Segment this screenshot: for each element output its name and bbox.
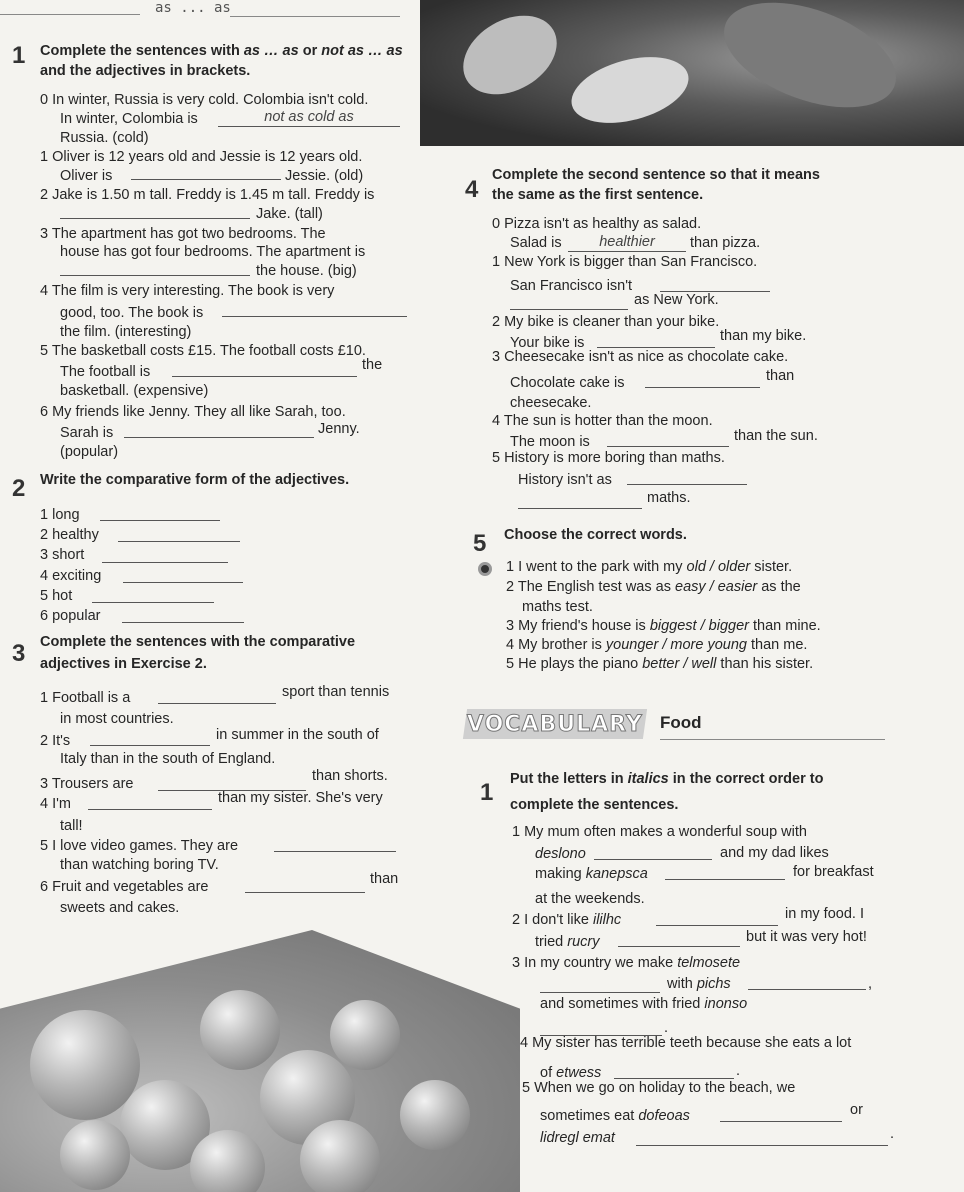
ex2-title: Write the comparative form of the adjectives. xyxy=(40,472,350,488)
ex4-item-2-prefix: Your bike is xyxy=(510,335,585,351)
ex1-title: Complete the sentences with as … as or not as … as xyxy=(40,43,403,59)
ex2-number: 2 xyxy=(12,475,26,502)
ex1-item-1-question: 1 Oliver is 12 years old and Jessie is 12 years old. xyxy=(40,149,363,165)
ex4-item-5-prefix: History isn't as xyxy=(518,472,612,488)
ex3-item-2-blank[interactable] xyxy=(90,734,210,746)
vocab-item-5-line2: sometimes eat dofeoas xyxy=(540,1108,690,1124)
ex4-item-3-question: 3 Cheesecake isn't as nice as chocolate cake. xyxy=(492,349,789,365)
ex1-item-5-blank[interactable] xyxy=(172,365,357,377)
ex1-title-line2: and the adjectives in brackets. xyxy=(40,63,251,79)
vocab-item-5-or: or xyxy=(850,1102,863,1118)
vocab-item-1-suffix: for breakfast xyxy=(793,864,874,880)
vocab-item-4-line2: of etwess xyxy=(540,1065,602,1081)
vocab-item-1-blank1[interactable] xyxy=(594,848,712,860)
ex4-item-5-question: 5 History is more boring than maths. xyxy=(492,450,725,466)
vocab-item-2-line2: tried rucry xyxy=(535,934,600,950)
ex5-item-2: 2 The English test was as easy / easier as the xyxy=(506,579,801,595)
ex1-item-3-line2: house has got four bedrooms. The apartment is xyxy=(60,244,366,260)
ex1-item-1-prefix: Oliver is xyxy=(60,168,113,184)
ex5-title: Choose the correct words. xyxy=(504,527,687,543)
ex3-item-4-suffix: than my sister. She's very xyxy=(218,790,383,806)
ex3-title: Complete the sentences with the comparative xyxy=(40,634,356,650)
grapes-photo xyxy=(0,930,520,1192)
vocab-item-3-comma: , xyxy=(868,976,873,992)
ex4-item-4-prefix: The moon is xyxy=(510,434,590,450)
ex3-item-5-blank[interactable] xyxy=(274,840,396,852)
vocab-item-1-word1: deslono xyxy=(535,846,586,862)
ex4-item-0-prefix: Salad is xyxy=(510,235,562,251)
ex2-item-6: 6 popular xyxy=(40,608,101,624)
vocab-ex1-title-line2: complete the sentences. xyxy=(510,797,679,813)
vocab-item-1-line1: 1 My mum often makes a wonderful soup with xyxy=(512,824,807,840)
ex1-item-6-prefix: Sarah is xyxy=(60,425,114,441)
vocab-item-2-blank1[interactable] xyxy=(656,914,778,926)
ex3-title-line2: adjectives in Exercise 2. xyxy=(40,656,207,672)
ex3-item-4-blank[interactable] xyxy=(88,798,212,810)
vocab-item-3-blank2[interactable] xyxy=(748,978,866,990)
ex4-item-2-blank[interactable] xyxy=(597,336,715,348)
vocab-item-3-line1: 3 In my country we make telmosete xyxy=(512,955,741,971)
ex1-item-5-suffix: basketball. (expensive) xyxy=(60,383,209,399)
ex4-item-0-question: 0 Pizza isn't as healthy as salad. xyxy=(492,216,702,232)
ex2-item-1: 1 long xyxy=(40,507,80,523)
ex4-item-0-suffix: than pizza. xyxy=(690,235,761,251)
ex4-item-1-blank-b[interactable] xyxy=(510,298,628,310)
ex1-item-4-question: 4 The film is very interesting. The book is very xyxy=(40,283,335,299)
ex4-item-1-suffix: as New York. xyxy=(634,292,719,308)
ex2-item-1-blank[interactable] xyxy=(100,509,220,521)
ex1-item-1-suffix: Jessie. (old) xyxy=(285,168,364,184)
vocab-topic: Food xyxy=(660,713,702,732)
ex4-number: 4 xyxy=(465,176,479,203)
ex2-item-3-blank[interactable] xyxy=(102,551,228,563)
ex3-item-1-suffix: sport than tennis xyxy=(282,684,390,700)
vocab-item-1-blank2[interactable] xyxy=(665,868,785,880)
ex3-item-4-line2: tall! xyxy=(60,818,83,834)
ex3-number: 3 xyxy=(12,640,26,667)
vocab-item-4-line1: 4 My sister has terrible teeth because she eats a lot xyxy=(520,1035,852,1051)
vocab-item-2-suffix1: in my food. I xyxy=(785,906,864,922)
ex3-item-1-line2: in most countries. xyxy=(60,711,174,727)
ex3-item-3-prefix: 3 Trousers are xyxy=(40,776,134,792)
vocab-item-2-suffix2: but it was very hot! xyxy=(746,929,867,945)
ex1-item-0-answer: not as cold as xyxy=(218,109,400,127)
ex4-item-5-suffix: maths. xyxy=(647,490,691,506)
ex1-item-1-blank[interactable] xyxy=(131,168,281,180)
vocab-item-4-period: . xyxy=(736,1063,741,1079)
ex3-item-3-suffix: than shorts. xyxy=(312,768,388,784)
ex1-item-5-question: 5 The basketball costs £15. The football costs £10. xyxy=(40,343,366,359)
ex3-item-2-line2: Italy than in the south of England. xyxy=(60,751,276,767)
ex5-item-2-line2: maths test. xyxy=(522,599,593,615)
ex4-item-3-prefix: Chocolate cake is xyxy=(510,375,625,391)
ex2-item-2: 2 healthy xyxy=(40,527,99,543)
ex5-item-1: 1 I went to the park with my old / older sister. xyxy=(506,559,793,575)
ex3-item-2-prefix: 2 It's xyxy=(40,733,71,749)
vocab-item-3-line2: with pichs xyxy=(667,976,731,992)
vocab-ex1-title: Put the letters in italics in the correct order to xyxy=(510,771,824,787)
ex1-item-0-question: 0 In winter, Russia is very cold. Colombia isn't cold. xyxy=(40,92,369,108)
vocab-item-4-blank[interactable] xyxy=(614,1067,734,1079)
ex3-item-4-prefix: 4 I'm xyxy=(40,796,71,812)
vocab-item-1-line2: and my dad likes xyxy=(720,845,829,861)
ex1-item-2-suffix: Jake. (tall) xyxy=(256,206,323,222)
ex1-item-2-question: 2 Jake is 1.50 m tall. Freddy is 1.45 m tall. Freddy is xyxy=(40,187,375,203)
ex2-item-3: 3 short xyxy=(40,547,85,563)
ex1-item-4-prefix: good, too. The book is xyxy=(60,305,204,321)
ex2-item-2-blank[interactable] xyxy=(118,530,240,542)
vocab-item-3-line3: and sometimes with fried inonso xyxy=(540,996,748,1012)
ex4-title: Complete the second sentence so that it means xyxy=(492,167,820,183)
ex4-item-3-suffix: cheesecake. xyxy=(510,395,592,411)
vocab-item-5-blank2[interactable] xyxy=(636,1134,888,1146)
audio-dot-icon xyxy=(478,562,492,576)
ex1-item-3-blank[interactable] xyxy=(60,264,250,276)
ex4-title-line2: the same as the first sentence. xyxy=(492,187,704,203)
ex3-item-6-prefix: 6 Fruit and vegetables are xyxy=(40,879,209,895)
ex3-item-6-blank[interactable] xyxy=(245,881,365,893)
ex1-item-0-prefix: In winter, Colombia is xyxy=(60,111,198,127)
ex3-item-5-prefix: 5 I love video games. They are xyxy=(40,838,239,854)
ex2-item-4: 4 exciting xyxy=(40,568,102,584)
ex1-item-6-jenny: Jenny. xyxy=(318,421,360,437)
ex2-item-5-blank[interactable] xyxy=(92,591,214,603)
ex3-item-6-than: than xyxy=(370,871,399,887)
page-header-title: as ... as xyxy=(155,0,231,16)
vocab-ex1-number: 1 xyxy=(480,779,494,806)
vocab-item-5-blank1[interactable] xyxy=(720,1110,842,1122)
ex4-item-2-suffix: than my bike. xyxy=(720,328,807,344)
ex1-item-5-the: the xyxy=(362,357,383,373)
ex3-item-1-prefix: 1 Football is a xyxy=(40,690,131,706)
ex1-item-5-prefix: The football is xyxy=(60,364,151,380)
ex5-number: 5 xyxy=(473,530,487,557)
ex4-item-0-answer: healthier xyxy=(568,234,686,252)
ex4-item-3-blank[interactable] xyxy=(645,376,760,388)
ex1-item-4-blank[interactable] xyxy=(222,305,407,317)
ex4-item-1-question: 1 New York is bigger than San Francisco. xyxy=(492,254,758,270)
ex3-item-1-blank[interactable] xyxy=(158,692,276,704)
ex2-item-4-blank[interactable] xyxy=(123,571,243,583)
vocab-item-3-period: . xyxy=(664,1020,669,1036)
ex1-item-0-suffix: Russia. (cold) xyxy=(60,130,149,146)
ex1-item-3-suffix: the house. (big) xyxy=(256,263,357,279)
food-photo-top xyxy=(420,0,964,146)
vocab-item-2-line1: 2 I don't like ililhc xyxy=(512,912,622,928)
vocab-item-1-line3: making kanepsca xyxy=(535,866,648,882)
ex1-item-6-suffix: (popular) xyxy=(60,444,119,460)
ex3-item-6-line2: sweets and cakes. xyxy=(60,900,180,916)
vocab-item-1-line4: at the weekends. xyxy=(535,891,645,907)
ex5-item-4: 4 My brother is younger / more young than me. xyxy=(506,637,808,653)
header-rule xyxy=(0,14,140,15)
header-rule-right xyxy=(230,16,400,17)
ex1-item-3-question: 3 The apartment has got two bedrooms. The xyxy=(40,226,326,242)
ex4-item-4-suffix: than the sun. xyxy=(734,428,818,444)
ex4-item-1-prefix: San Francisco isn't xyxy=(510,278,633,294)
vocab-item-3-blank1[interactable] xyxy=(540,981,660,993)
vocab-item-2-blank2[interactable] xyxy=(618,935,740,947)
ex4-item-4-blank[interactable] xyxy=(607,435,729,447)
ex1-item-4-suffix: the film. (interesting) xyxy=(60,324,192,340)
ex3-item-2-suffix: in summer in the south of xyxy=(216,727,379,743)
vocabulary-badge: VOCABULARY xyxy=(463,709,647,739)
vocab-topic-rule xyxy=(660,739,885,740)
vocab-item-5-word2: lidregl emat xyxy=(540,1130,615,1146)
ex3-item-5-line2: than watching boring TV. xyxy=(60,857,219,873)
vocab-item-5-period: . xyxy=(890,1126,895,1142)
ex4-item-1-blank-a[interactable] xyxy=(660,280,770,292)
ex1-item-2-blank[interactable] xyxy=(60,207,250,219)
ex2-item-6-blank[interactable] xyxy=(122,611,244,623)
ex1-item-6-blank[interactable] xyxy=(124,426,314,438)
vocab-item-5-line1: 5 When we go on holiday to the beach, we xyxy=(522,1080,796,1096)
ex5-item-3: 3 My friend's house is biggest / bigger than mine. xyxy=(506,618,821,634)
ex5-item-5: 5 He plays the piano better / well than his sister. xyxy=(506,656,814,672)
ex1-number: 1 xyxy=(12,42,26,69)
ex4-item-4-question: 4 The sun is hotter than the moon. xyxy=(492,413,713,429)
ex4-item-5-blank-a[interactable] xyxy=(627,473,747,485)
ex4-item-3-than: than xyxy=(766,368,795,384)
ex4-item-2-question: 2 My bike is cleaner than your bike. xyxy=(492,314,720,330)
ex4-item-5-blank-b[interactable] xyxy=(518,497,642,509)
ex1-item-6-question: 6 My friends like Jenny. They all like Sarah, too. xyxy=(40,404,346,420)
ex2-item-5: 5 hot xyxy=(40,588,73,604)
